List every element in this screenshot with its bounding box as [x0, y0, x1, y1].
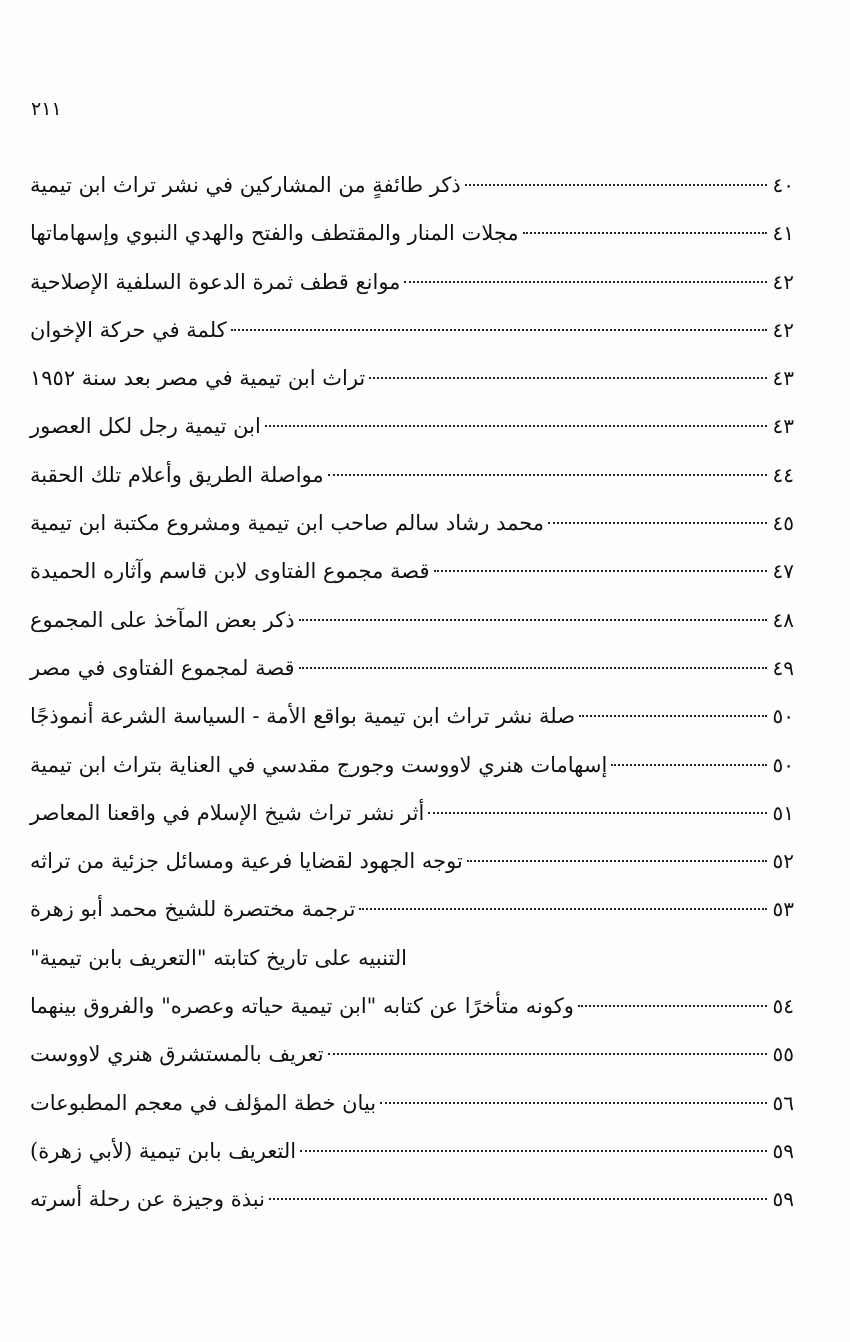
toc-entry-title: التعريف بابن تيمية (لأبي زهرة) [30, 1138, 297, 1163]
toc-entry [30, 161, 794, 209]
toc-entry-page: ٥٦ [772, 1090, 794, 1115]
toc-entry-page: ٥٩ [772, 1138, 794, 1163]
toc-entry [30, 982, 794, 1030]
toc-entry [30, 547, 794, 595]
toc-entry [30, 934, 794, 982]
dot-leader [579, 715, 766, 717]
toc-entry-page: ٤٨ [772, 607, 794, 632]
dot-leader [548, 522, 766, 524]
dot-leader [369, 377, 766, 379]
dot-leader [328, 474, 767, 476]
toc-entry-title: قصة لمجموع الفتاوى في مصر [30, 655, 295, 680]
toc-entry-page: ٤٠ [772, 173, 794, 197]
toc-entry-page: ٤٥ [772, 511, 794, 536]
toc-entry-page: ٤٩ [772, 655, 794, 680]
toc-entry-title: إسهامات هنري لاووست وجورج مقدسي في العناية بتراث ابن تيمية [30, 752, 608, 777]
toc-entry-title: أثر نشر تراث شيخ الإسلام في واقعنا المعاصر [30, 800, 425, 825]
dot-leader [404, 281, 766, 283]
toc-entry [30, 789, 794, 837]
toc-entry-page: ٥٥ [772, 1042, 794, 1067]
toc-entry-title: كلمة في حركة الإخوان [30, 317, 227, 342]
dot-leader [578, 1005, 767, 1007]
toc-entry-page: ٥٠ [772, 704, 794, 729]
toc-entry [30, 451, 794, 499]
page-number: ٢١١ [31, 98, 62, 120]
toc-entry-title: مواصلة الطريق وأعلام تلك الحقبة [30, 462, 324, 487]
toc-entry [30, 354, 794, 402]
toc-entry-title: ترجمة مختصرة للشيخ محمد أبو زهرة [30, 897, 356, 922]
toc-entry-page: ٥١ [772, 800, 794, 825]
toc-entry-title: محمد رشاد سالم صاحب ابن تيمية ومشروع مكتبة ابن تيمية [30, 511, 545, 536]
toc-entry [30, 644, 794, 692]
toc-entry-title: صلة نشر تراث ابن تيمية بواقع الأمة - السياسة الشرعة أنموذجًا [30, 704, 576, 729]
dot-leader [380, 1102, 766, 1104]
toc-entry [30, 306, 794, 354]
toc-entry-title: ذكر طائفةٍ من المشاركين في نشر تراث ابن تيمية [30, 173, 461, 197]
toc-entry [30, 402, 794, 450]
dot-leader [359, 908, 766, 910]
toc-entry-title: ابن تيمية رجل لكل العصور [30, 414, 261, 439]
toc-entry-page: ٤٧ [772, 559, 794, 584]
dot-leader [299, 667, 767, 669]
dot-leader [467, 860, 767, 862]
toc-entry-page: ٥٤ [772, 994, 794, 1019]
toc-entry [30, 692, 794, 740]
toc-entry-title: التنبيه على تاريخ كتابته "التعريف بابن تيمية" [30, 945, 408, 970]
toc-entry-page: ٤٤ [772, 462, 794, 487]
toc-entry-title: تراث ابن تيمية في مصر بعد سنة ١٩٥٢ [30, 366, 366, 391]
dot-leader [428, 812, 766, 814]
dot-leader [328, 1053, 767, 1055]
toc-entry-page: ٤٢ [772, 269, 794, 294]
toc-entry-page: ٥٩ [772, 1187, 794, 1212]
dot-leader [231, 329, 767, 331]
toc-entry-page: ٥٢ [772, 849, 794, 874]
dot-leader [265, 425, 767, 427]
dot-leader [269, 1198, 767, 1200]
toc-entry [30, 837, 794, 885]
toc-entry-page: ٥٠ [772, 752, 794, 777]
toc-entry [30, 1127, 794, 1175]
dot-leader [523, 232, 767, 234]
dot-leader [300, 1150, 766, 1152]
toc-entry [30, 258, 794, 306]
toc-entry-title: موانع قطف ثمرة الدعوة السلفية الإصلاحية [30, 269, 401, 294]
toc-entry [30, 1079, 794, 1127]
toc-entry-page: ٤٣ [772, 366, 794, 391]
toc-entry-title: بيان خطة المؤلف في معجم المطبوعات [30, 1090, 377, 1115]
toc-entry [30, 499, 794, 547]
dot-leader [465, 184, 767, 186]
dot-leader [434, 570, 767, 572]
toc-entry-title: وكونه متأخرًا عن كتابه "ابن تيمية حياته وعصره" والفروق بينهما [30, 994, 574, 1019]
toc-entry [30, 1175, 794, 1223]
toc-entry-title: تعريف بالمستشرق هنري لاووست [30, 1042, 324, 1067]
toc-entry [30, 1030, 794, 1078]
dot-leader [611, 764, 766, 766]
toc-entry-page: ٤٣ [772, 414, 794, 439]
toc-entry-title: نبذة وجيزة عن رحلة أسرته [30, 1187, 265, 1212]
toc-entry [30, 209, 794, 257]
toc-entry [30, 596, 794, 644]
dot-leader [299, 619, 767, 621]
toc-entry [30, 741, 794, 789]
toc-entry-title: ذكر بعض المآخذ على المجموع [30, 607, 295, 632]
toc-entry-title: قصة مجموع الفتاوى لابن قاسم وآثاره الحميدة [30, 559, 430, 584]
toc-entry-page: ٤١ [772, 221, 794, 246]
toc-entry-title: توجه الجهود لقضايا فرعية ومسائل جزئية من تراثه [30, 849, 463, 874]
table-of-contents [30, 161, 794, 1224]
toc-entry [30, 885, 794, 933]
toc-entry-page: ٥٣ [772, 897, 794, 922]
toc-entry-title: مجلات المنار والمقتطف والفتح والهدي النبوي وإسهاماتها [30, 221, 519, 246]
toc-entry-page: ٤٢ [772, 317, 794, 342]
